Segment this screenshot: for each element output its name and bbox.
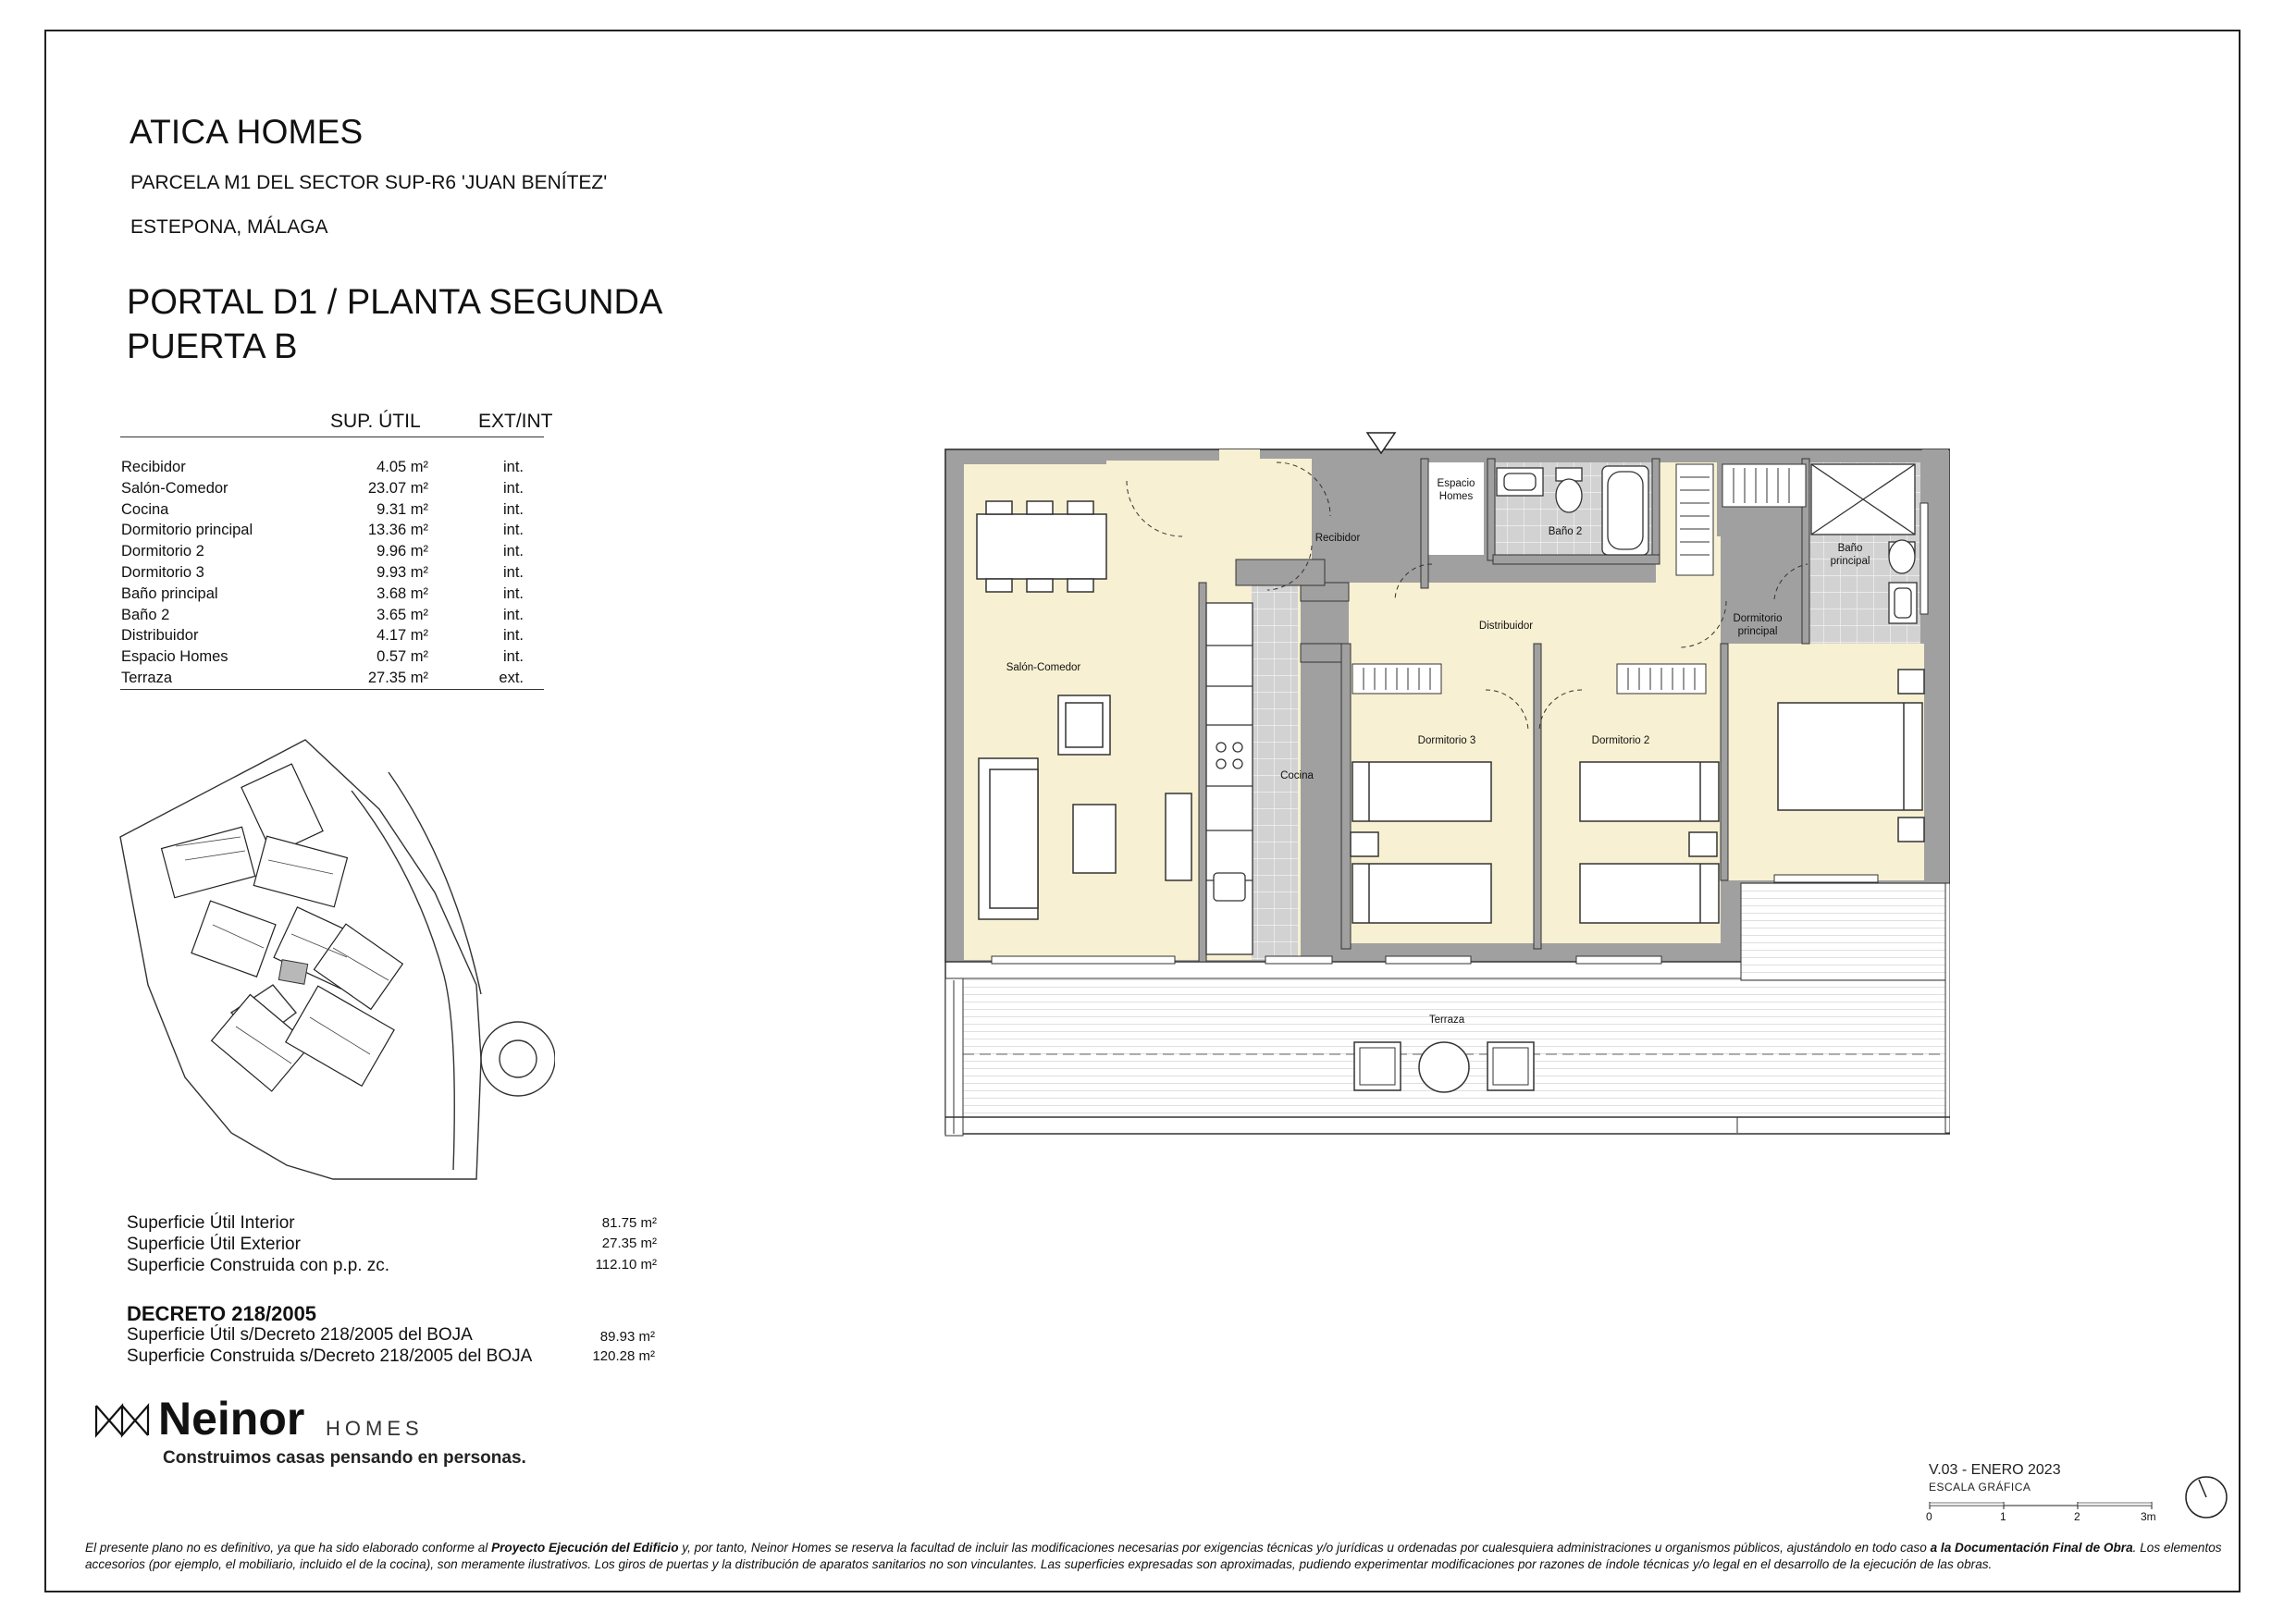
label-espacio-2: Homes — [1438, 491, 1474, 502]
room-area: 9.96 m² — [376, 543, 428, 560]
room-type: int. — [502, 500, 524, 518]
room-type: int. — [502, 522, 524, 539]
table-row — [121, 478, 547, 499]
room-name: Terraza — [121, 669, 173, 686]
portal-title: PORTAL D1 / PLANTA SEGUNDA — [127, 283, 663, 322]
label-espacio-1: Espacio — [1437, 478, 1475, 489]
door-title: PUERTA B — [127, 327, 298, 366]
room-name: Cocina — [121, 500, 169, 518]
table-row — [121, 605, 547, 626]
table-rule-bottom — [120, 689, 544, 690]
table-row — [121, 457, 547, 478]
label-distribuidor: Distribuidor — [1478, 621, 1534, 632]
label-cocina: Cocina — [1280, 770, 1314, 781]
table-row — [121, 646, 547, 668]
legal-disclaimer: El presente plano no es definitivo, ya que ha sido elaborado conforme al Proyecto Ejecución del Edificio y, por tanto, Neinor Homes se reserva la facultad de incluir las modificaciones necesarias por exigencias técnicas y/o jurídicas u ordenadas por cualesquiera administraciones u organismos públicos, ajustándolo en todo caso a la Documentación Final de Obra. Los elementos accesorios (por ejemplo, el mobiliario, incluido el de la cocina), son meramente ilustrativos. Los giros de puertas y la distribución de aparatos sanitarios no son vinculantes. Las superficies expresadas son aproximadas, pudiendo experimentar modificaciones por razones de índole técnicas y/o legal en el desarrollo de la ejecución de las obras. — [85, 1541, 2222, 1571]
room-type: int. — [502, 543, 524, 560]
room-name: Recibidor — [121, 459, 186, 475]
label-dorm3: Dormitorio 3 — [1417, 735, 1476, 746]
site-key-plan — [111, 735, 555, 1188]
label-dorm-p-1: Dormitorio — [1733, 613, 1783, 624]
logo-homes: HOMES — [326, 1417, 424, 1440]
scale-tick-3: 3m — [2141, 1510, 2156, 1523]
summary-exterior-label: Superficie Útil Exterior — [127, 1235, 301, 1254]
room-type: int. — [502, 606, 524, 623]
graphic-scale-bar — [1926, 1498, 2157, 1513]
room-name: Salón-Comedor — [121, 479, 228, 497]
table-rule-top — [120, 436, 544, 437]
scale-tick-2: 2 — [2074, 1510, 2080, 1523]
summary-exterior-value: 27.35 m² — [601, 1236, 657, 1251]
scale-label: ESCALA GRÁFICA — [1929, 1481, 2031, 1494]
table-row — [121, 584, 547, 605]
parcel-line: PARCELA M1 DEL SECTOR SUP-R6 'JUAN BENÍTEZ' — [130, 172, 608, 193]
col-header-type: EXT/INT — [478, 411, 553, 432]
logo-tagline: Construimos casas pensando en personas. — [163, 1448, 526, 1468]
floor-plan — [942, 425, 1950, 1137]
room-area: 3.65 m² — [376, 606, 428, 623]
room-area: 0.57 m² — [376, 648, 428, 666]
col-header-surface: SUP. ÚTIL — [330, 411, 421, 432]
room-name: Distribuidor — [121, 627, 199, 645]
scale-tick-1: 1 — [2000, 1510, 2006, 1523]
label-bano-p-2: principal — [1830, 556, 1870, 567]
label-terraza: Terraza — [1428, 1014, 1465, 1026]
summary-interior-value: 81.75 m² — [601, 1215, 657, 1231]
summary-built-value: 112.10 m² — [595, 1257, 657, 1273]
table-row — [121, 668, 547, 689]
room-area: 13.36 m² — [367, 522, 428, 539]
room-name: Espacio Homes — [121, 648, 228, 666]
room-area: 23.07 m² — [367, 479, 428, 497]
room-area: 4.05 m² — [376, 459, 428, 475]
decree-built-label: Superficie Construida s/Decreto 218/2005 del BOJA — [127, 1346, 533, 1366]
decree-useful-label: Superficie Útil s/Decreto 218/2005 del BOJA — [127, 1325, 473, 1345]
area-table — [121, 457, 547, 689]
label-recibidor: Recibidor — [1315, 533, 1361, 544]
room-name: Dormitorio 3 — [121, 563, 204, 581]
table-row — [121, 520, 547, 541]
room-area: 9.31 m² — [376, 500, 428, 518]
decree-useful-value: 89.93 m² — [599, 1329, 655, 1345]
table-row — [121, 625, 547, 646]
summary-built-label: Superficie Construida con p.p. zc. — [127, 1256, 390, 1275]
table-row — [121, 541, 547, 562]
room-type: int. — [502, 563, 524, 581]
neinor-logo-icon — [94, 1402, 152, 1439]
scale-tick-0: 0 — [1926, 1510, 1932, 1523]
room-area: 3.68 m² — [376, 584, 428, 602]
room-name: Baño 2 — [121, 606, 170, 623]
room-area: 9.93 m² — [376, 563, 428, 581]
location-line: ESTEPONA, MÁLAGA — [130, 216, 328, 238]
summary-interior-label: Superficie Útil Interior — [127, 1213, 295, 1233]
room-name: Dormitorio principal — [121, 522, 253, 539]
decree-title: DECRETO 218/2005 — [127, 1302, 317, 1325]
label-dorm2: Dormitorio 2 — [1591, 735, 1650, 746]
label-bano-p-1: Baño — [1837, 543, 1863, 554]
decree-built-value: 120.28 m² — [592, 1348, 655, 1364]
label-salon: Salón-Comedor — [1006, 662, 1081, 673]
north-arrow-icon — [2183, 1474, 2229, 1520]
room-type: int. — [502, 648, 524, 666]
room-type: int. — [502, 584, 524, 602]
room-type: int. — [502, 627, 524, 645]
room-type: int. — [502, 479, 524, 497]
version-label: V.03 - ENERO 2023 — [1929, 1462, 2061, 1478]
room-name: Dormitorio 2 — [121, 543, 204, 560]
logo-wordmark: Neinor — [158, 1393, 305, 1445]
brand-title: ATICA HOMES — [130, 113, 364, 151]
table-row — [121, 499, 547, 521]
label-dorm-p-2: principal — [1737, 626, 1778, 637]
label-bano2: Baño 2 — [1548, 526, 1583, 537]
room-area: 4.17 m² — [376, 627, 428, 645]
room-type: int. — [502, 459, 524, 475]
room-name: Baño principal — [121, 584, 218, 602]
table-row — [121, 562, 547, 584]
room-type: ext. — [499, 669, 524, 686]
room-area: 27.35 m² — [367, 669, 428, 686]
